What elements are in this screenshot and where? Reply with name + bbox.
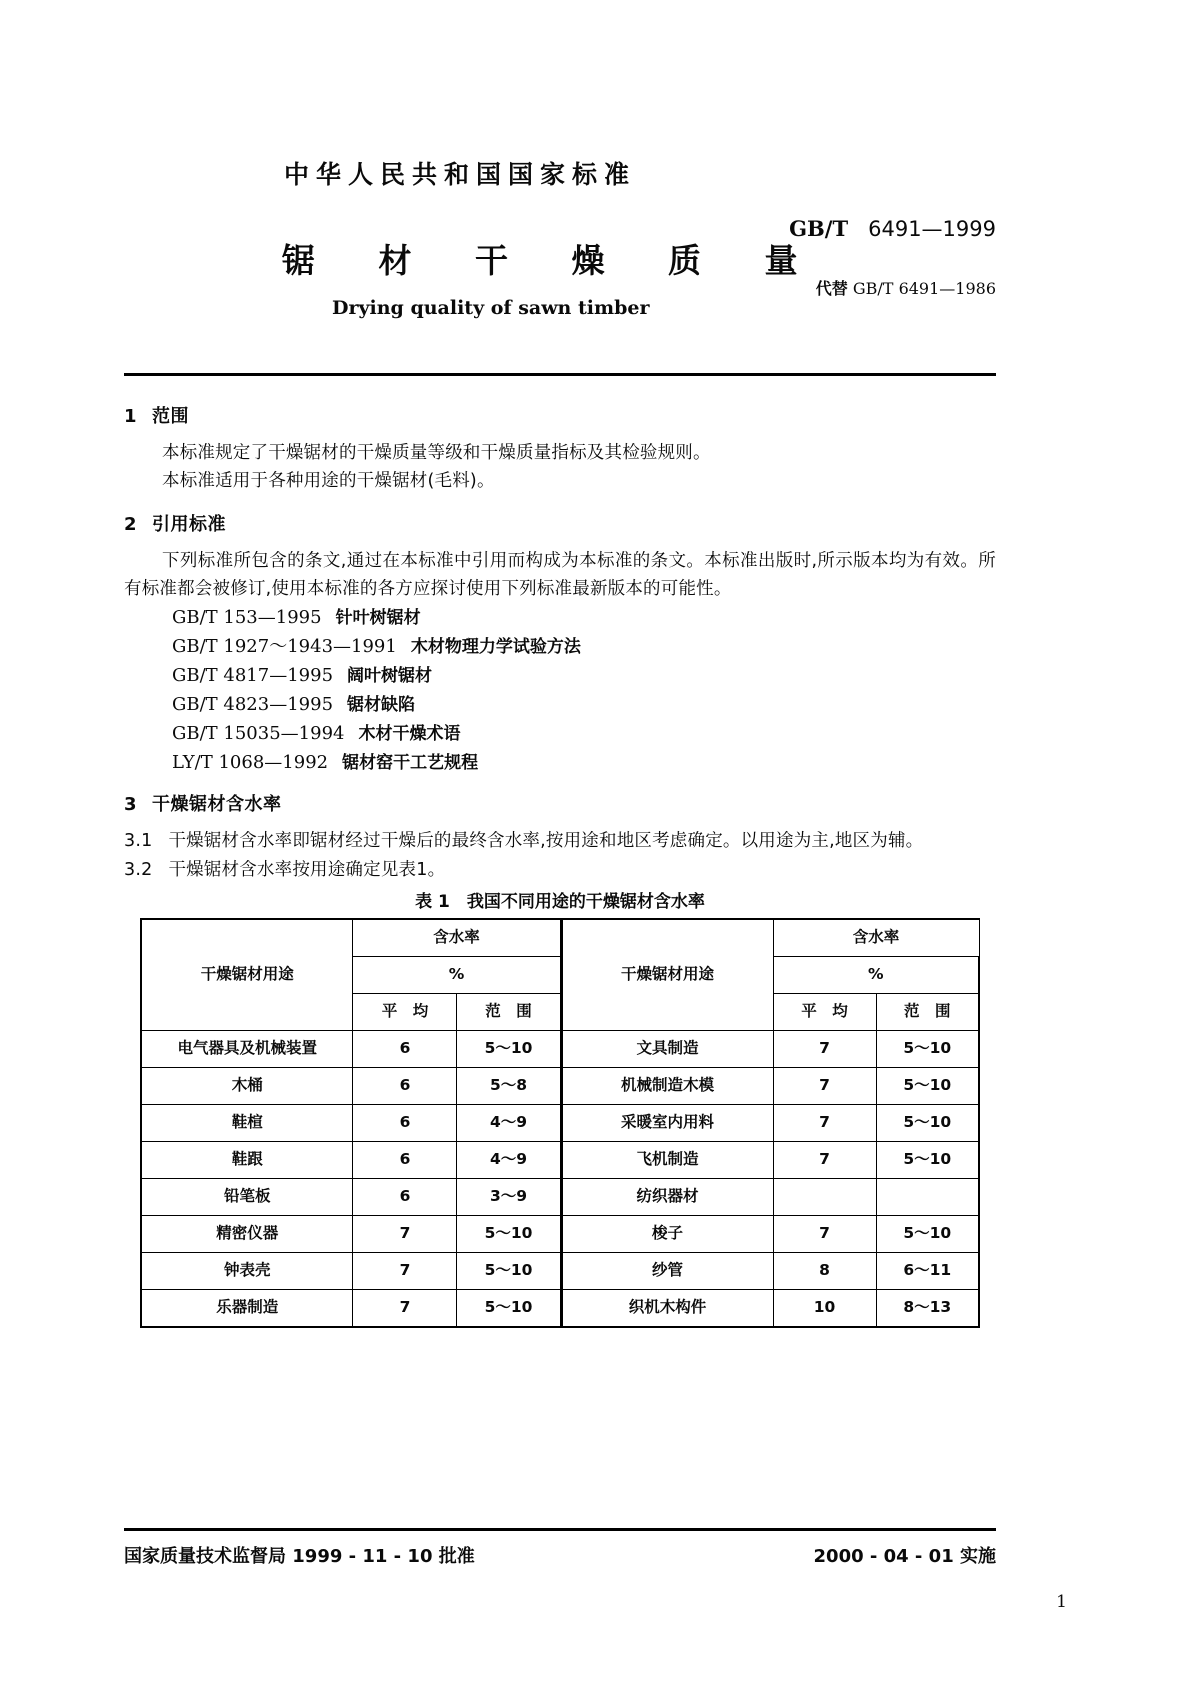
document-body <box>124 408 996 1328</box>
table-row <box>141 1031 979 1068</box>
cell-average: 6 <box>353 1031 457 1068</box>
table-1-caption: 表 1 我国不同用途的干燥锯材含水率 <box>415 892 705 913</box>
page-number: 1 <box>1056 1592 1067 1612</box>
reference-name: 锯材缺陷 <box>347 695 416 716</box>
section-1-paragraph-2: 本标准适用于各种用途的干燥锯材(毛料)。 <box>162 471 495 492</box>
standard-code-number: 6491—1999 <box>868 217 996 241</box>
cell-average: 7 <box>773 1031 876 1068</box>
cell-average: 7 <box>353 1253 457 1290</box>
reference-code: GB/T 153—1995 <box>172 607 322 629</box>
cell-range: 8～13 <box>876 1290 979 1328</box>
cell-range: 4～9 <box>457 1105 561 1142</box>
cell-average: 7 <box>773 1216 876 1253</box>
cell-range: 6～11 <box>876 1253 979 1290</box>
col-header-use-right: 干燥锯材用途 <box>561 919 773 1031</box>
section-1-paragraph-1: 本标准规定了干燥锯材的干燥质量等级和干燥质量指标及其检验规则。 <box>162 443 711 463</box>
col-header-range-right: 范 围 <box>876 994 979 1031</box>
clause-3-2-number: 3.2 <box>124 859 153 880</box>
cell-use: 纺织器材 <box>561 1179 773 1216</box>
standard-code <box>789 216 996 241</box>
cell-range: 5～8 <box>457 1068 561 1105</box>
referenced-standards-list <box>124 609 996 772</box>
cell-use: 梭子 <box>561 1216 773 1253</box>
cell-range: 5～10 <box>876 1105 979 1142</box>
cell-range: 5～10 <box>876 1031 979 1068</box>
cell-range: 5～10 <box>457 1031 561 1068</box>
table-row <box>141 1105 979 1142</box>
table-row <box>141 1216 979 1253</box>
clause-3-2 <box>124 856 996 884</box>
reference-code: GB/T 4817—1995 <box>172 665 334 687</box>
reference-name: 针叶树锯材 <box>335 608 421 629</box>
cell-average: 6 <box>353 1068 457 1105</box>
cell-use: 鞋楦 <box>141 1105 353 1142</box>
cell-average <box>773 1179 876 1216</box>
reference-code: GB/T 1927～1943—1991 <box>172 636 397 658</box>
cell-range: 5～10 <box>457 1290 561 1328</box>
cell-use: 文具制造 <box>561 1031 773 1068</box>
reference-name: 阔叶树锯材 <box>347 666 433 687</box>
section-2-heading <box>124 513 996 535</box>
col-header-unit-left: % <box>353 957 561 994</box>
standard-replaces <box>816 276 996 299</box>
cell-average: 7 <box>773 1068 876 1105</box>
reference-code: GB/T 15035—1994 <box>172 723 345 745</box>
cell-range <box>876 1179 979 1216</box>
cell-average: 6 <box>353 1105 457 1142</box>
col-header-unit-right: % <box>773 957 979 994</box>
table-row <box>141 1290 979 1328</box>
table-row <box>141 1068 979 1105</box>
standard-title-english: Drying quality of sawn timber <box>332 297 650 319</box>
table-row <box>141 1179 979 1216</box>
list-item <box>124 725 996 743</box>
cell-average: 7 <box>773 1105 876 1142</box>
header-divider-rule <box>124 373 996 376</box>
cell-use: 木桶 <box>141 1068 353 1105</box>
section-1-number: 1 <box>124 406 138 427</box>
implementation-date: 2000 - 04 - 01 实施 <box>813 1546 996 1567</box>
section-1-title: 范围 <box>152 406 189 427</box>
col-header-range-left: 范 围 <box>457 994 561 1031</box>
cell-use: 电气器具及机械装置 <box>141 1031 353 1068</box>
cell-average: 6 <box>353 1142 457 1179</box>
col-header-moisture-right: 含水率 <box>773 919 979 957</box>
list-item <box>124 696 996 714</box>
cell-use: 钟表壳 <box>141 1253 353 1290</box>
table-row <box>141 1142 979 1179</box>
cell-average: 7 <box>353 1290 457 1328</box>
col-header-average-right: 平 均 <box>773 994 876 1031</box>
section-3-title: 干燥锯材含水率 <box>152 794 282 816</box>
cell-use: 采暖室内用料 <box>561 1105 773 1142</box>
clause-3-1-text: 干燥锯材含水率即锯材经过干燥后的最终含水率,按用途和地区考虑确定。以用途为主,地区为辅。 <box>168 831 924 852</box>
cell-use: 织机木构件 <box>561 1290 773 1328</box>
cell-use: 乐器制造 <box>141 1290 353 1328</box>
standard-title-chinese: 锯 材 干 燥 质 量 <box>282 241 824 280</box>
cell-use: 机械制造木模 <box>561 1068 773 1105</box>
table-1-body <box>141 1031 979 1328</box>
cell-average: 7 <box>773 1142 876 1179</box>
cell-use: 铅笔板 <box>141 1179 353 1216</box>
cell-range: 3～9 <box>457 1179 561 1216</box>
section-3-heading <box>124 796 996 814</box>
col-header-use-left: 干燥锯材用途 <box>141 919 353 1031</box>
list-item <box>124 609 996 627</box>
cell-range: 5～10 <box>876 1216 979 1253</box>
cell-range: 5～10 <box>876 1142 979 1179</box>
clause-3-1 <box>124 827 996 855</box>
clause-3-2-text: 干燥锯材含水率按用途确定见表1。 <box>168 859 446 880</box>
reference-code: GB/T 4823—1995 <box>172 694 334 716</box>
section-1-heading <box>124 408 996 426</box>
cell-use: 飞机制造 <box>561 1142 773 1179</box>
cell-average: 7 <box>353 1216 457 1253</box>
footer-divider-rule <box>124 1528 996 1531</box>
list-item <box>124 638 996 656</box>
table-header-row <box>141 919 979 957</box>
list-item <box>124 667 996 685</box>
cell-average: 8 <box>773 1253 876 1290</box>
table-1-moisture-content <box>140 918 980 1328</box>
table-row <box>141 1253 979 1290</box>
replaces-label: 代替 <box>815 279 848 298</box>
cell-average: 6 <box>353 1179 457 1216</box>
section-3-number: 3 <box>124 794 138 816</box>
table-1-header <box>141 919 979 1031</box>
section-2-paragraph-1: 下列标准所包含的条文,通过在本标准中引用而构成为本标准的条文。本标准出版时,所示版本均为有效。所有标准都会被修订,使用本标准的各方应探讨使用下列标准最新版本的可能性。 <box>124 550 996 600</box>
cell-use: 鞋跟 <box>141 1142 353 1179</box>
reference-code: LY/T 1068—1992 <box>172 752 329 774</box>
standard-code-prefix: GB/T <box>789 216 849 241</box>
page-header <box>124 0 996 319</box>
cell-average: 10 <box>773 1290 876 1328</box>
section-2-number: 2 <box>124 513 138 535</box>
cell-use: 精密仪器 <box>141 1216 353 1253</box>
list-item <box>124 754 996 772</box>
reference-name: 木材干燥术语 <box>358 724 461 745</box>
reference-name: 锯材窑干工艺规程 <box>342 753 479 774</box>
national-standard-label: 中华人民共和国国家标准 <box>284 160 637 189</box>
cell-range: 5～10 <box>876 1068 979 1105</box>
cell-range: 4～9 <box>457 1142 561 1179</box>
cell-use: 纱管 <box>561 1253 773 1290</box>
replaces-code: GB/T 6491—1986 <box>852 279 996 298</box>
cell-range: 5～10 <box>457 1253 561 1290</box>
cell-range: 5～10 <box>457 1216 561 1253</box>
reference-name: 木材物理力学试验方法 <box>410 637 581 658</box>
col-header-average-left: 平 均 <box>353 994 457 1031</box>
section-2-title: 引用标准 <box>152 513 226 535</box>
clause-3-1-number: 3.1 <box>124 831 153 852</box>
approval-statement: 国家质量技术监督局 1999 - 11 - 10 批准 <box>124 1546 475 1567</box>
col-header-moisture-left: 含水率 <box>353 919 561 957</box>
